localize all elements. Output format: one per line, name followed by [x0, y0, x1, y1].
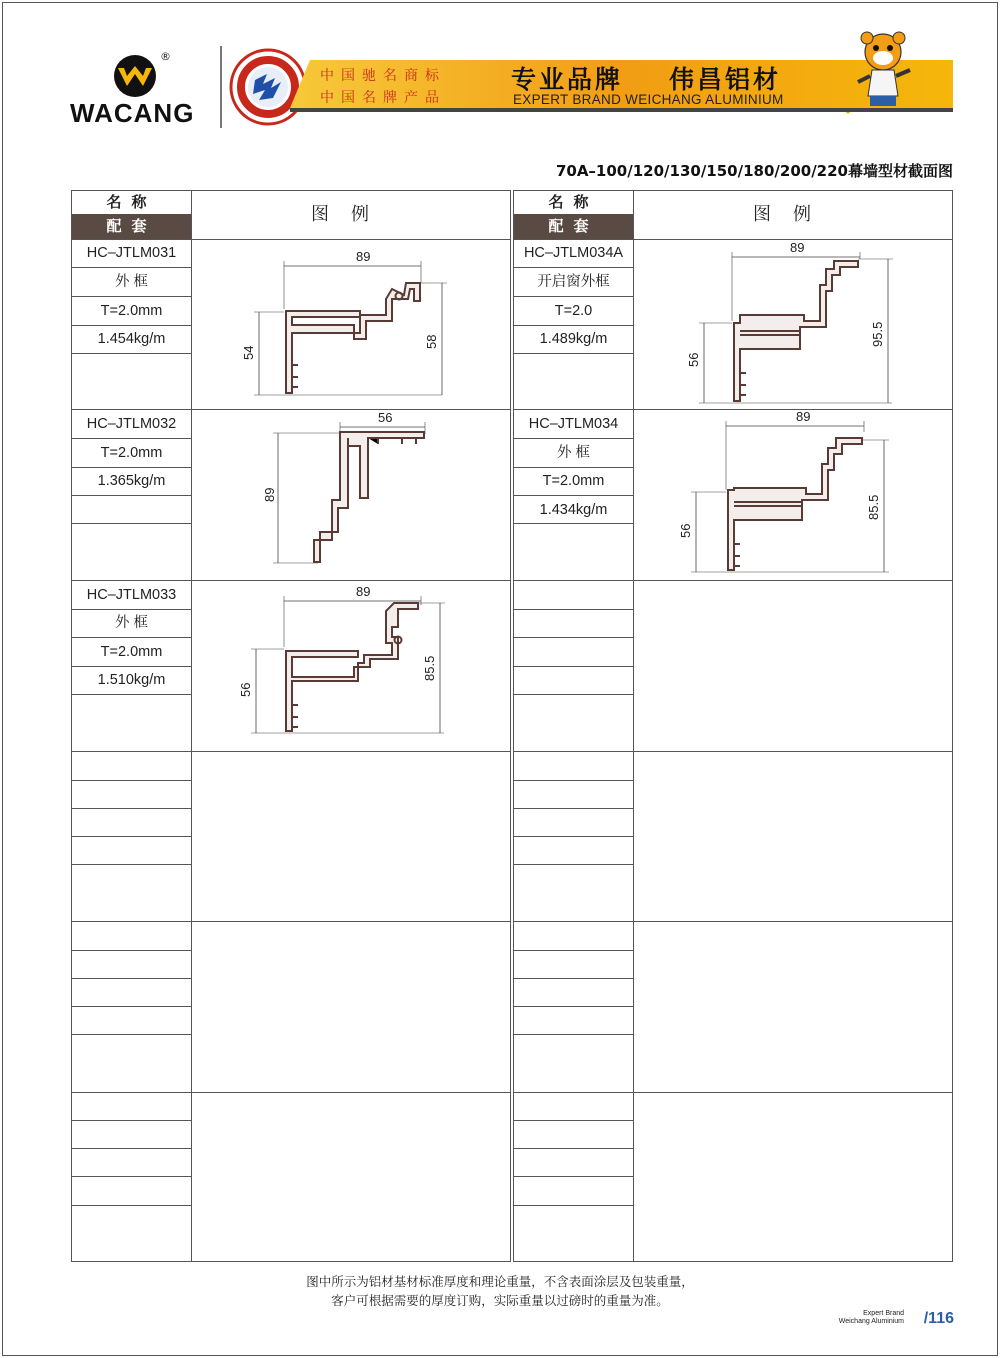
slogan-line-1: 中国驰名商标	[320, 68, 446, 84]
dim-width: 89	[790, 240, 805, 255]
item-field: 1.510kg/m	[97, 672, 166, 688]
item-code: HC–JTLM033	[86, 587, 177, 603]
item-field: 外 框	[114, 274, 149, 290]
profile-drawing-jtlm031	[192, 239, 511, 409]
profile-drawing-jtlm032	[192, 410, 511, 580]
logo-divider	[220, 46, 222, 128]
item-field: 外 框	[556, 445, 591, 461]
item-field: 1.365kg/m	[97, 473, 166, 489]
brand-slogan	[320, 65, 446, 109]
item-field: 1.434kg/m	[539, 502, 608, 518]
item-field: 外 框	[114, 615, 149, 631]
dim-height-left: 56	[678, 523, 693, 538]
item-field: 1.489kg/m	[539, 331, 608, 347]
header-name: 名称	[548, 193, 599, 211]
company-logo	[68, 50, 213, 130]
dim-width: 89	[796, 410, 811, 424]
brand-english-line: EXPERT BRAND WEICHANG ALUMINIUM	[513, 92, 784, 107]
profile-table	[71, 190, 953, 1262]
header-figure: 图例	[191, 191, 510, 239]
left-column	[71, 190, 511, 1262]
headline-company: 伟昌铝材	[669, 65, 782, 94]
item-field: T=2.0mm	[542, 473, 605, 489]
header-pairing: 配套	[514, 214, 633, 239]
dim-height-right: 95.5	[870, 321, 885, 347]
profile-drawing-jtlm033	[192, 581, 511, 751]
page-number: /116	[923, 1310, 954, 1327]
item-field: 1.454kg/m	[97, 331, 166, 347]
dim-height: 89	[262, 487, 277, 502]
item-field: T=2.0mm	[100, 303, 163, 319]
item-code: HC–JTLM031	[86, 245, 177, 261]
profile-drawing-jtlm034a	[634, 239, 953, 409]
registered-mark: ®	[160, 50, 171, 63]
dim-width: 56	[378, 410, 393, 425]
item-code: HC–JTLM034A	[523, 245, 624, 261]
right-column	[513, 190, 953, 1262]
table-header	[72, 191, 510, 240]
footnote	[0, 1272, 1000, 1310]
dim-height-right: 85.5	[422, 655, 437, 681]
page-title: 70A–100/120/130/150/180/200/220幕墙型材截面图	[555, 162, 953, 180]
slogan-line-2: 中国名牌产品	[320, 90, 446, 106]
brand-headline	[511, 60, 781, 96]
header-figure: 图例	[633, 191, 952, 239]
dim-height-left: 54	[241, 345, 256, 360]
item-field: T=2.0mm	[100, 644, 163, 660]
dim-height-right: 85.5	[866, 494, 881, 520]
header-name: 名称	[106, 193, 157, 211]
footnote-line-2: 客户可根据需要的厚度订购，实际重量以过磅时的重量为准。	[331, 1293, 669, 1308]
item-field: T=2.0	[554, 303, 593, 319]
footer-brand-text: Expert Brand Weichang Aluminium	[838, 1310, 904, 1325]
dim-width: 89	[356, 584, 371, 599]
item-field: T=2.0mm	[100, 445, 163, 461]
profile-drawing-jtlm034	[634, 410, 953, 580]
dim-height-right: 58	[424, 334, 439, 349]
logo-wordmark: WACANG	[70, 98, 195, 128]
header-pairing: 配套	[72, 214, 191, 239]
headline-expert-brand: 专业品牌	[511, 65, 624, 94]
item-code: HC–JTLM032	[86, 416, 177, 432]
footnote-line-1: 图中所示为铝材基材标准厚度和理论重量，不含表面涂层及包装重量，	[306, 1274, 694, 1289]
dim-height-left: 56	[686, 352, 701, 367]
dim-height-left: 56	[238, 682, 253, 697]
dim-width: 89	[356, 249, 371, 264]
item-code: HC–JTLM034	[528, 416, 619, 432]
item-field: 开启窗外框	[537, 274, 610, 290]
wacang-logo-icon	[110, 54, 160, 98]
tiger-mascot-icon	[852, 30, 914, 114]
table-header	[514, 191, 952, 240]
